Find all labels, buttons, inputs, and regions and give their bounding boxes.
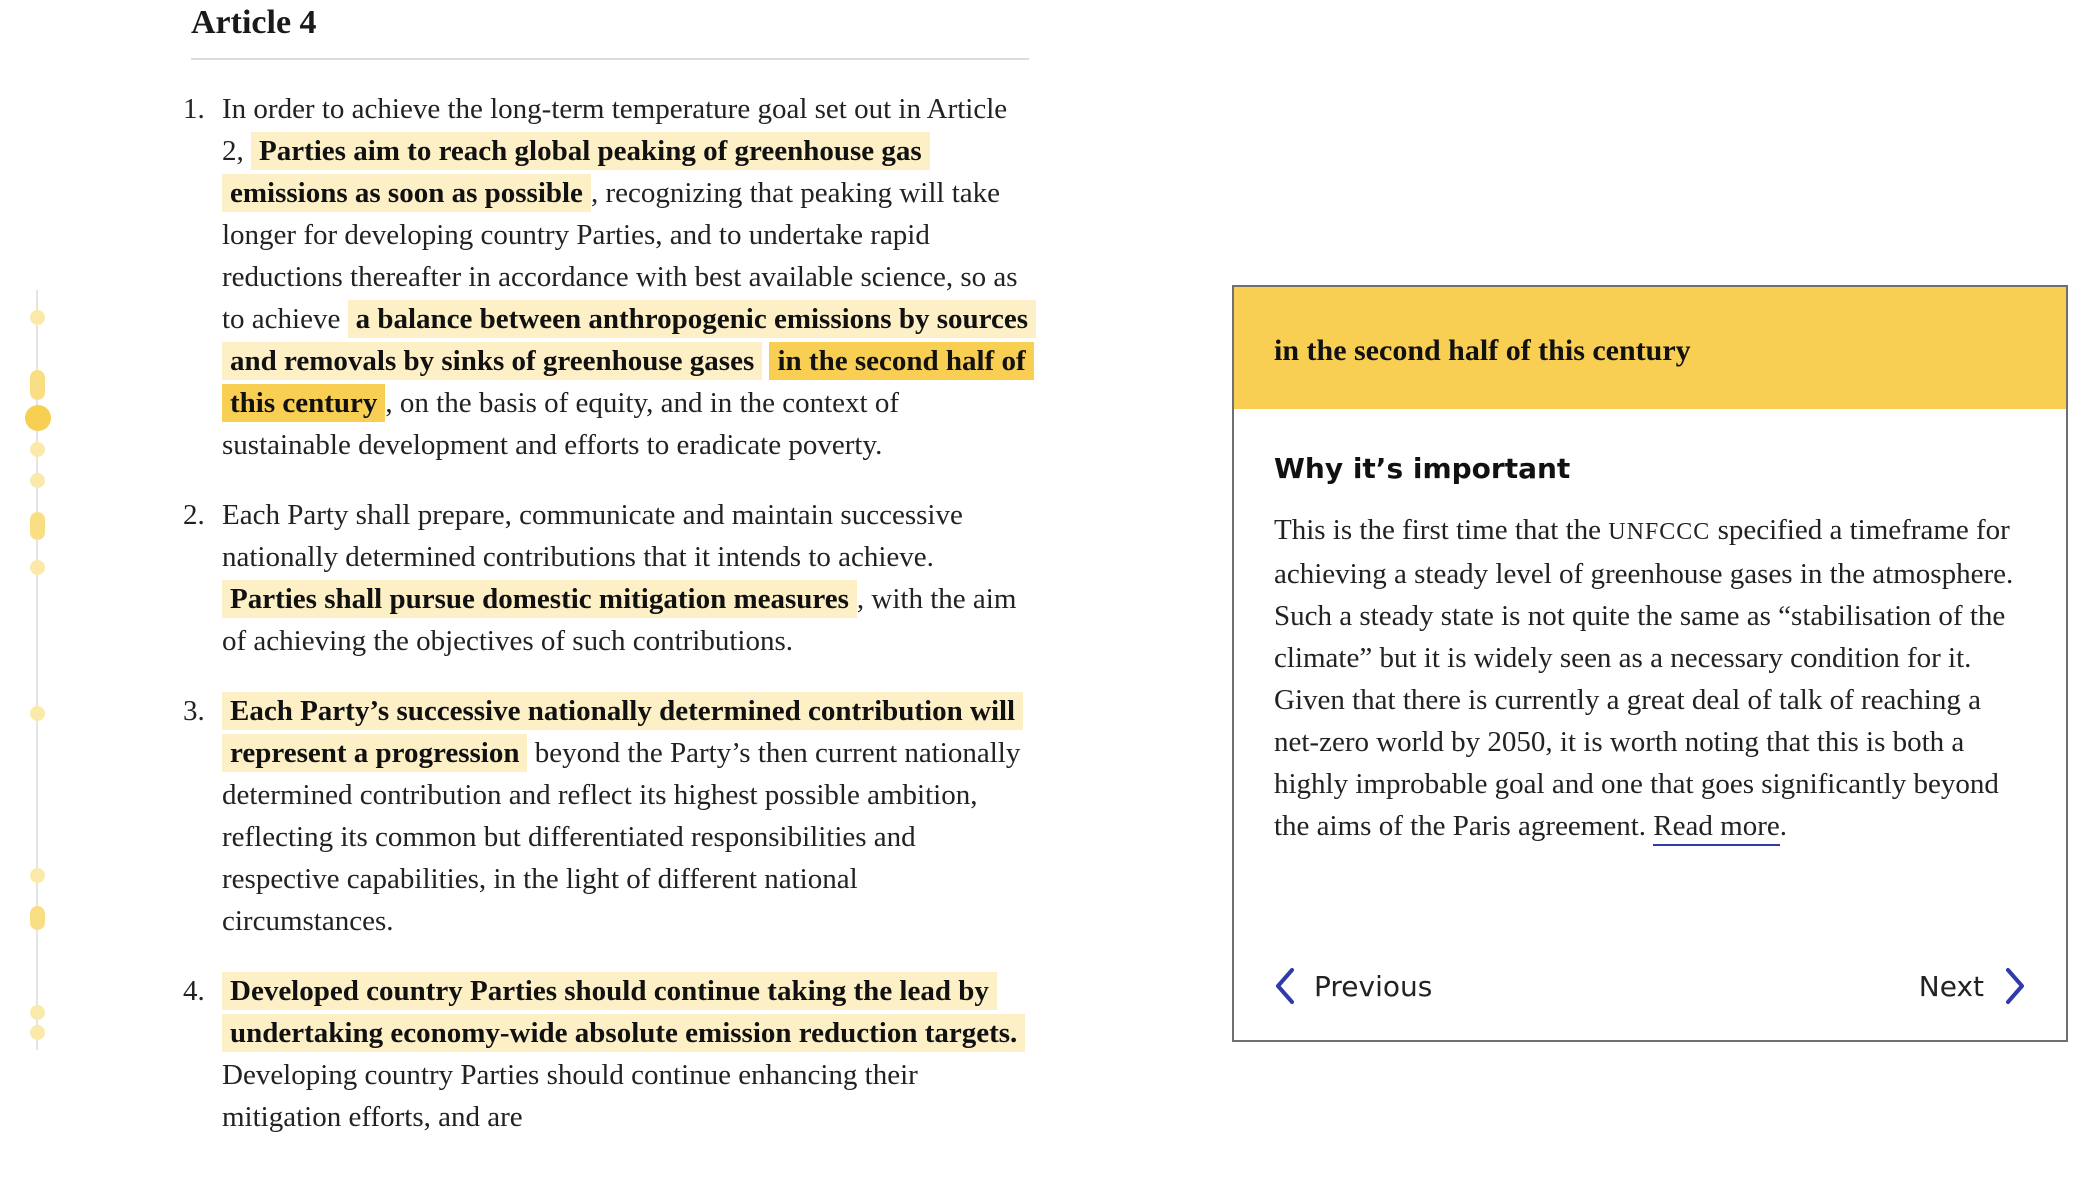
article-paragraph: [183, 690, 1029, 942]
highlight-annotation[interactable]: Parties aim to reach global peaking of greenhouse gas emissions as soon as possible: [222, 132, 930, 212]
paragraph-text: , on the basis of equity, and in the context of sustainable development and efforts to eradicate poverty.: [222, 387, 899, 461]
panel-highlight-title: in the second half of this century: [1234, 287, 2066, 409]
previous-button[interactable]: [1274, 962, 1432, 1010]
paragraph-text: Each Party shall prepare, communicate and maintain successive nationally determined contributions that it intends to achieve.: [222, 499, 963, 573]
timeline-marker[interactable]: [30, 1005, 45, 1020]
highlight-annotation[interactable]: a balance between anthropogenic emissions by sources and removals by sinks of greenhouse gases: [222, 300, 1036, 380]
panel-body: [1234, 409, 2066, 847]
paragraph-text: In order to achieve the long-term temperature goal set out in Article 2,: [222, 93, 1008, 167]
timeline-rail: [36, 290, 38, 1050]
timeline-marker[interactable]: [30, 310, 45, 325]
next-label: Next: [1918, 969, 1984, 1003]
panel-description: [1274, 509, 2026, 847]
highlight-annotation[interactable]: Parties shall pursue domestic mitigation measures: [222, 580, 857, 618]
read-more-link[interactable]: Read more: [1653, 810, 1779, 846]
timeline-marker[interactable]: [30, 868, 45, 883]
paragraph-number: 3.: [183, 695, 205, 727]
description-end: .: [1779, 810, 1787, 842]
annotation-timeline: [25, 290, 49, 1050]
timeline-marker[interactable]: [30, 473, 45, 488]
article-section: [183, 0, 1029, 1138]
description-text: specified a timeframe for achieving a steady level of greenhouse gases in the atmosphere. Such a steady state is not quite the same as “stabilisation of the climate” but it is widely seen as a necessary condition for it. Given that there is currently a great deal of talk of reaching a net-zero world by 2050, it is worth noting that this is both a highly improbable goal and one that goes significantly beyond the aims of the Paris agreement.: [1274, 514, 2014, 842]
highlight-annotation[interactable]: Developed country Parties should continue taking the lead by undertaking economy-wide absolute emission reduction targets.: [222, 972, 1025, 1052]
timeline-marker[interactable]: [30, 706, 45, 721]
description-text: This is the first time that the: [1274, 514, 1609, 546]
paragraph-number: 1.: [183, 93, 205, 125]
panel-subheading: Why it’s important: [1274, 452, 1571, 485]
paragraph-number: 2.: [183, 499, 205, 531]
timeline-marker[interactable]: [30, 1025, 45, 1040]
highlight-annotation[interactable]: Each Party’s successive nationally determined contribution will represent a progression: [222, 692, 1023, 772]
paragraph-text: , recognizing that peaking will take longer for developing country Parties, and to undertake rapid reductions thereafter in accordance with best available science, so as to achieve: [222, 177, 1018, 335]
article-paragraph: [183, 88, 1029, 466]
timeline-marker-group[interactable]: [30, 906, 45, 930]
annotation-panel: [1232, 285, 2068, 1042]
article-paragraph: [183, 494, 1029, 662]
chevron-left-icon: [1274, 967, 1296, 1005]
previous-label: Previous: [1314, 969, 1433, 1003]
timeline-marker-group[interactable]: [30, 370, 45, 400]
paragraph-text: , with the aim of achieving the objectives of such contributions.: [222, 583, 1017, 657]
paragraph-number: 4.: [183, 975, 205, 1007]
highlight-annotation-active[interactable]: in the second half of this century: [222, 342, 1034, 422]
timeline-marker-group[interactable]: [30, 512, 45, 540]
article-paragraph: [183, 970, 1029, 1138]
paragraph-text: beyond the Party’s then current nationally determined contribution and reflect its highest possible ambition, reflecting its common but differentiated responsibilities and respective capabilities, in the light of different national circumstances.: [222, 737, 1021, 937]
chevron-right-icon: [2004, 967, 2026, 1005]
next-button[interactable]: [1919, 962, 2026, 1010]
timeline-marker-active[interactable]: [25, 405, 51, 431]
paragraph-text: Developing country Parties should continue enhancing their mitigation efforts, and are: [222, 1059, 918, 1133]
article-title: Article 4: [191, 0, 1029, 60]
unfccc-abbreviation: UNFCCC: [1608, 519, 1711, 545]
timeline-marker[interactable]: [30, 560, 45, 575]
timeline-marker[interactable]: [30, 442, 45, 457]
panel-navigation: [1274, 962, 2026, 1010]
article-list: [183, 88, 1029, 1138]
